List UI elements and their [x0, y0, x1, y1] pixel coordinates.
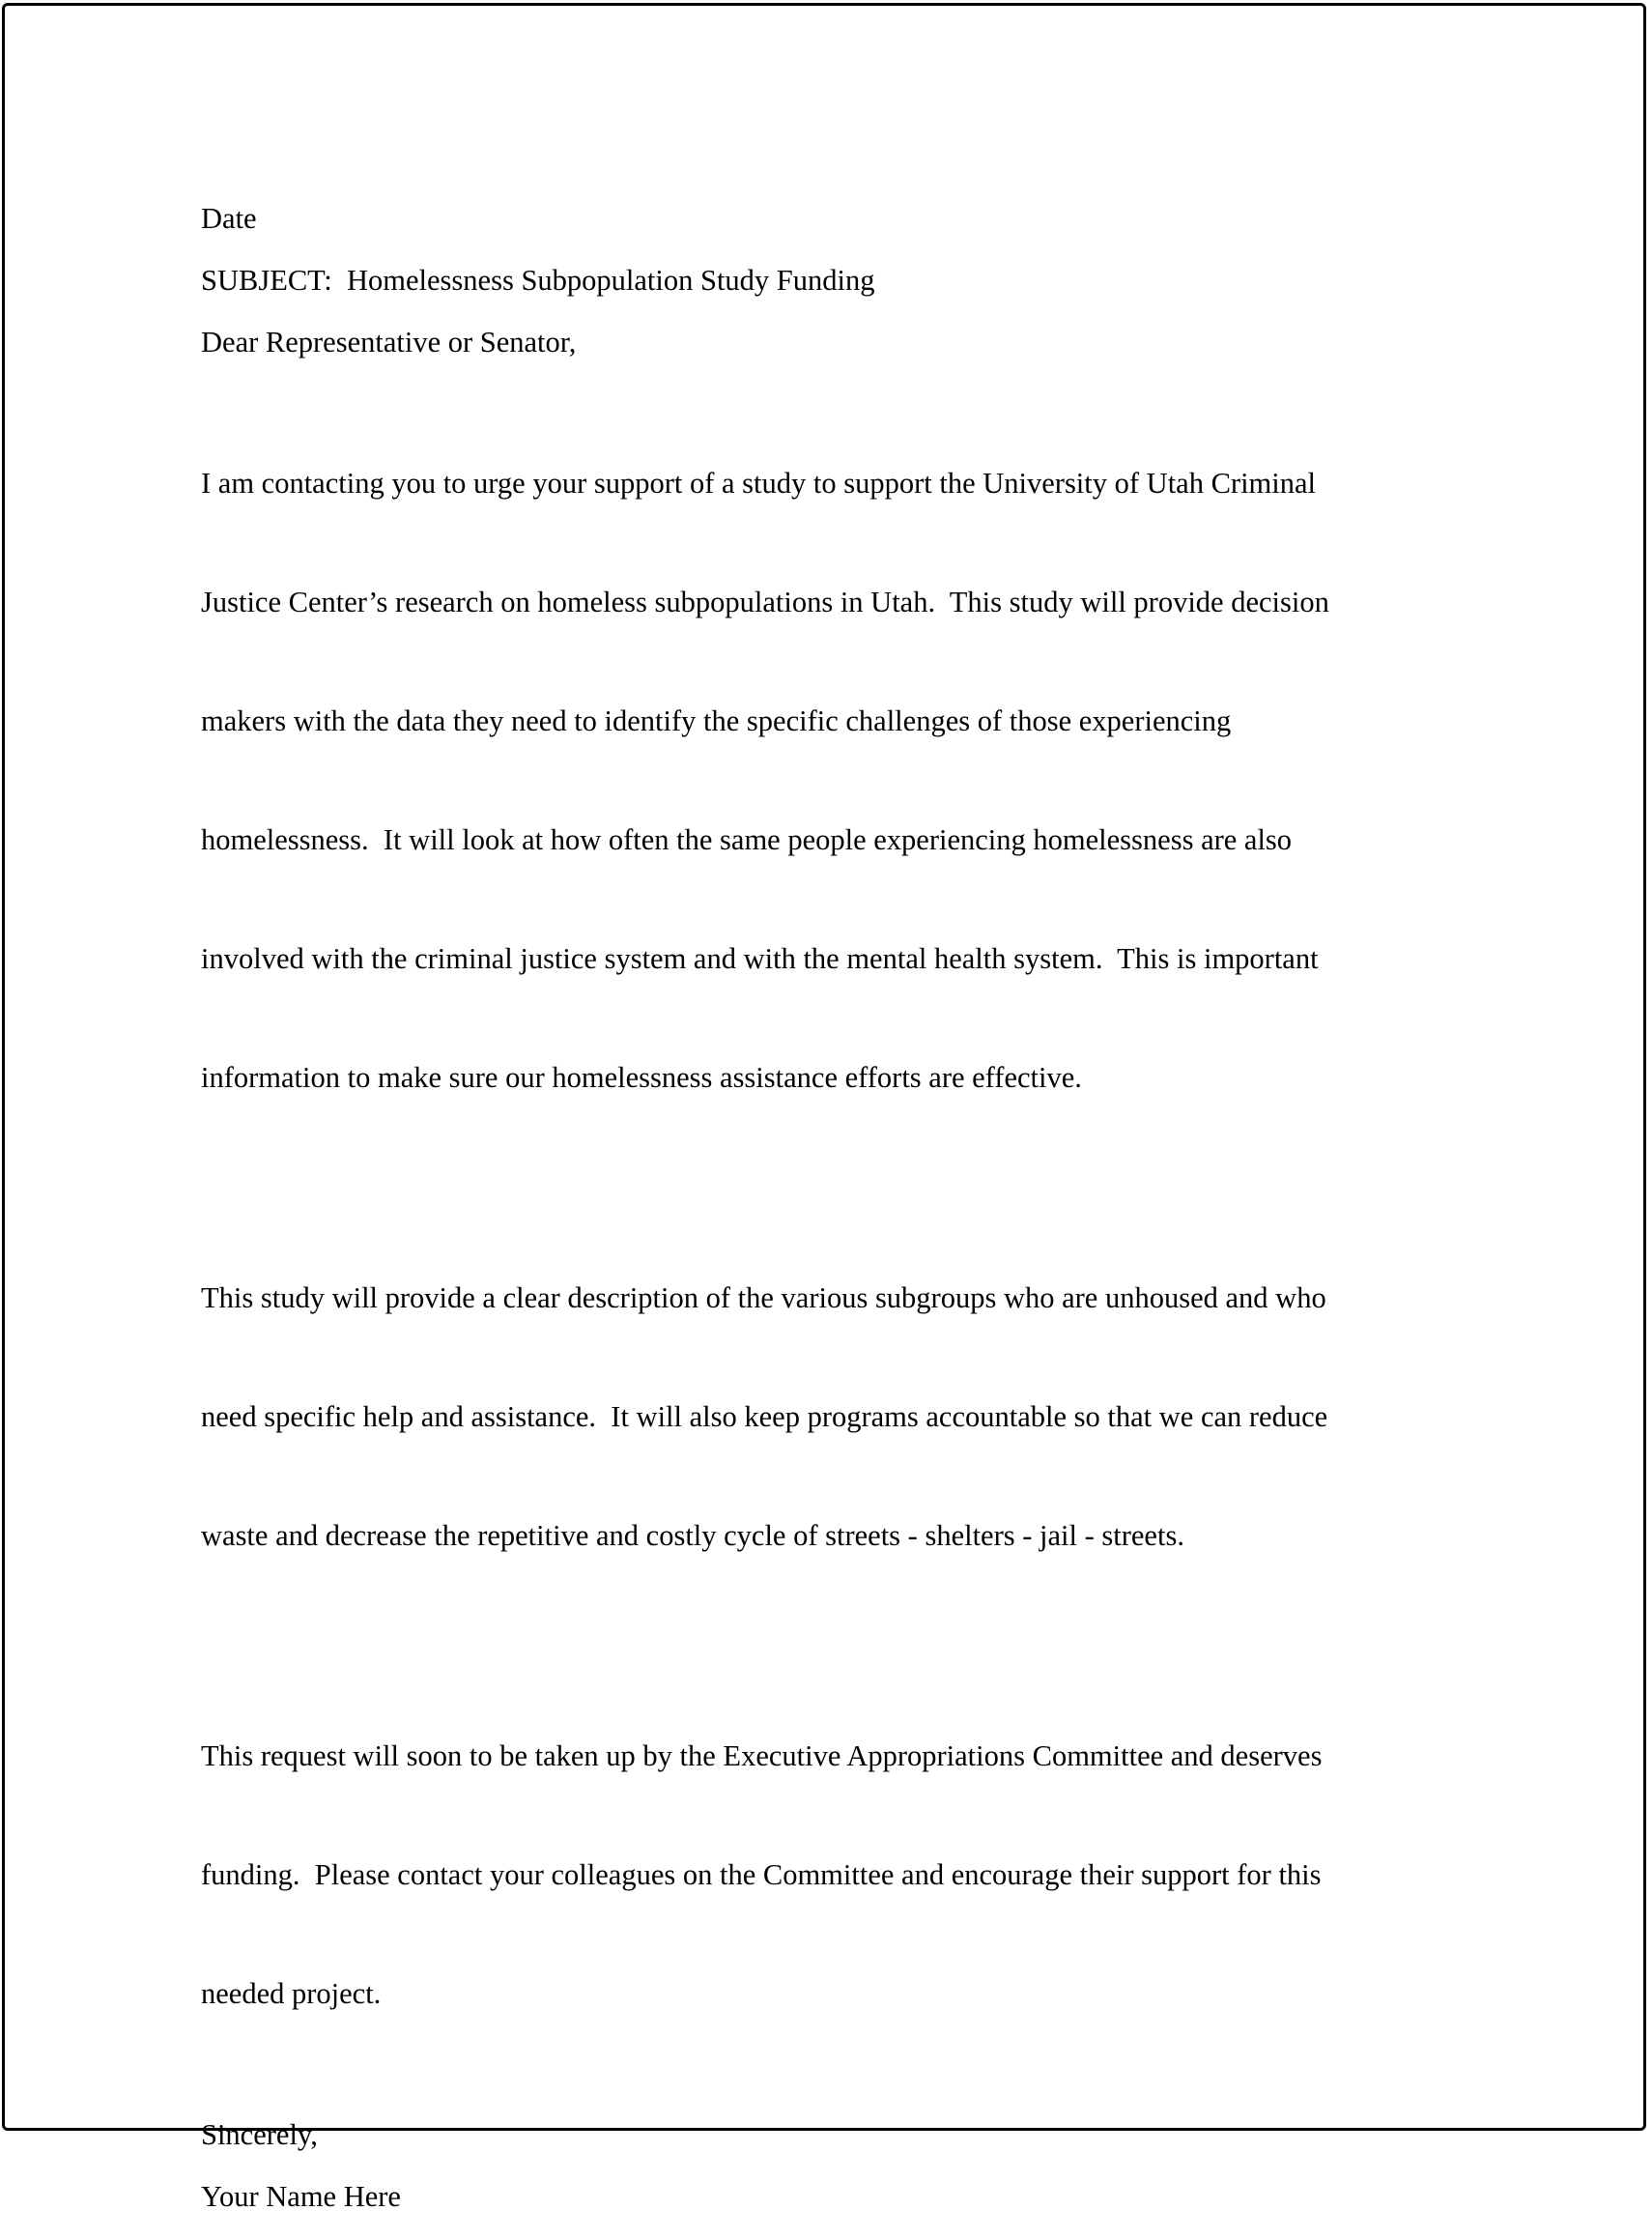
paragraph-line: homelessness. It will look at how often the same people experiencing homelessness are also	[201, 823, 1293, 856]
letter-date: Date	[201, 202, 257, 235]
letter-subject: SUBJECT: Homelessness Subpopulation Study Funding	[201, 264, 875, 297]
letter-body	[201, 199, 1457, 2239]
letter-paragraph-1	[201, 385, 1457, 1177]
paragraph-line: information to make sure our homelessness assistance efforts are effective.	[201, 1061, 1082, 1094]
letter-paragraph-3	[201, 1657, 1457, 2093]
paragraph-line: Justice Center’s research on homeless subpopulations in Utah. This study will provide decision	[201, 586, 1329, 618]
paragraph-line: involved with the criminal justice system and with the mental health system. This is important	[201, 942, 1319, 975]
paragraph-line: I am contacting you to urge your support of a study to support the University of Utah Criminal	[201, 467, 1317, 500]
letter-paragraph-2	[201, 1199, 1457, 1635]
paragraph-line: waste and decrease the repetitive and costly cycle of streets - shelters - jail - streets.	[201, 1519, 1184, 1552]
paragraph-line: funding. Please contact your colleagues on the Committee and encourage their support for this	[201, 1858, 1322, 1891]
paragraph-line: makers with the data they need to identify the specific challenges of those experiencing	[201, 704, 1232, 737]
letter-closing: Sincerely,	[201, 2118, 318, 2151]
letter-salutation: Dear Representative or Senator,	[201, 326, 577, 359]
paragraph-line: need specific help and assistance. It will also keep programs accountable so that we can reduce	[201, 1400, 1328, 1433]
letter-signature: Your Name Here	[201, 2180, 401, 2213]
paragraph-line: This request will soon to be taken up by the Executive Appropriations Committee and deserves	[201, 1739, 1323, 1772]
letter-page	[2, 3, 1646, 2213]
paragraph-line: This study will provide a clear description of the various subgroups who are unhoused and who	[201, 1281, 1326, 1314]
paragraph-line: needed project.	[201, 1977, 382, 2010]
